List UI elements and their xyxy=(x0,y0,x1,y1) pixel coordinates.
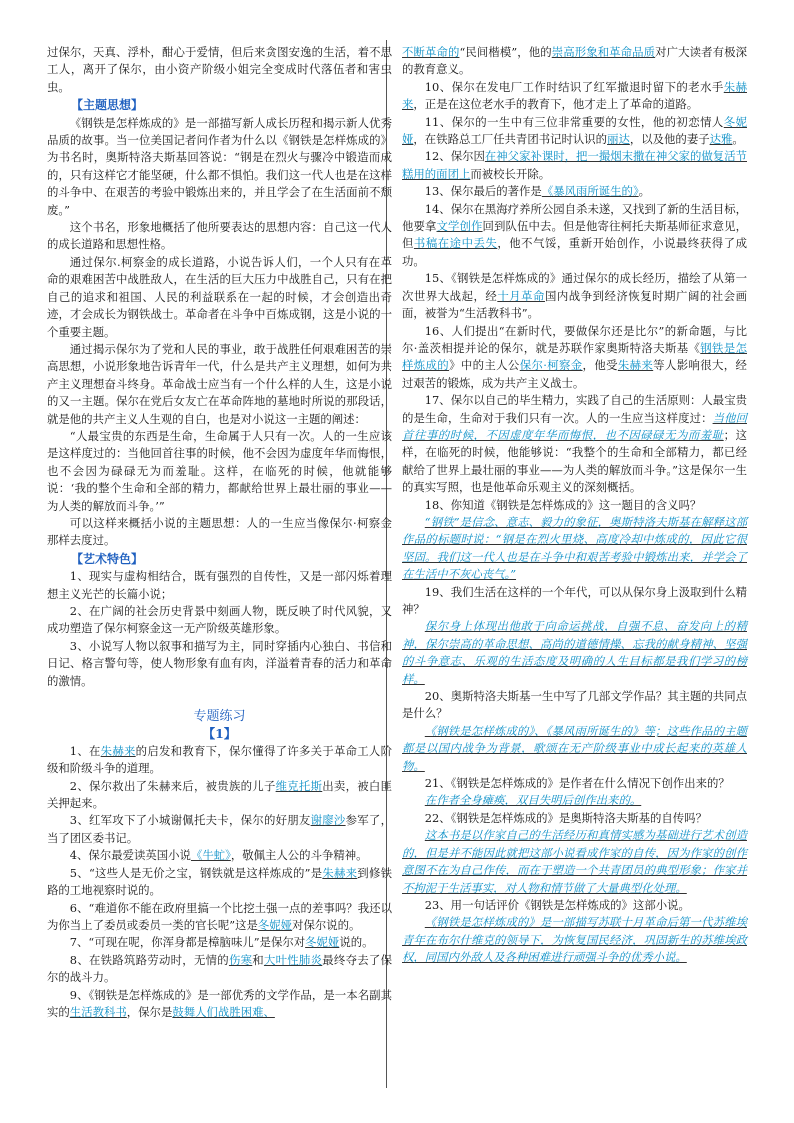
answer-2: 维克托斯 xyxy=(275,778,323,793)
answer-14a: 文学创作 xyxy=(436,219,483,234)
practice-title: 专题练习 xyxy=(193,709,246,725)
question-9-continued: 不断革命的“民间楷模”，他的崇高形象和革命品质对广大读者有极深的教育意义。 xyxy=(402,45,747,77)
question-16: 16、人们提出“在新时代，要做保尔还是比尔”的新命题，与比尔·盖茨相提并论的保尔，就是苏联作家奥斯特洛夫斯基《钢铁是怎样炼成的》中的主人公保尔·柯察金，他受朱赫来等人影响很大，经过艰苦的锻炼，成为共产主义战士。 xyxy=(402,323,747,390)
answer-6: 冬妮娅 xyxy=(257,917,293,932)
question-11: 11、保尔的一生中有三位非常重要的女性，他的初恋情人冬妮娅，在铁路总工厂任共青团书记时认识的丽达，以及他的妻子达雅。 xyxy=(402,114,747,147)
question-20: 20、奥斯特洛夫斯基一生中写了几部文学作品？其主题的共同点是什么？ xyxy=(402,689,747,721)
practice-number: 【1】 xyxy=(202,726,237,742)
question-18: 18、你知道《钢铁是怎样炼成的》这一题目的含义吗？ xyxy=(424,497,702,512)
question-3: 3、红军攻下了小城谢佩托夫卡，保尔的好朋友谢廖沙参军了，当了团区委书记。 xyxy=(47,813,392,845)
answer-10: 朱赫来 xyxy=(402,79,747,112)
question-17: 17、保尔以自己的毕生精力，实践了自己的生活原则：人最宝贵的是生命，生命对于我们只有一次。人的一生应当这样度过：当他回首往事的时候，不因虚度年华而悔恨，也不因碌碌无为而羞耻；这样，在临死的时候，他能够说：“我整个的生命和全部精力，都已经献给了世界上最壮丽的事业——为人类的解放而斗争。”这是保尔一生的真实写照，也是他革命乐观主义的深刻概括。 xyxy=(402,393,747,495)
answer-21: 在作者全身瘫痪，双目失明后创作出来的。 xyxy=(424,793,642,808)
art-heading: 【艺术特色】 xyxy=(71,551,144,566)
answer-16b: 保尔·柯察金 xyxy=(519,358,583,373)
answer-23: 《钢铁是怎样炼成的》是一部描写苏联十月革命后第一代苏维埃青年在布尔什维克的领导下，为恢复国民经济，巩固新生的苏维埃政权，同国内外敌人及各种困难进行顽强斗争的优秀小说。 xyxy=(402,915,747,965)
question-19: 19、我们生活在这样的一个年代，可以从保尔身上汲取到什么精神？ xyxy=(402,584,747,616)
answer-17: 当他回首往事的时候，不因虚度年华而悔恨，也不因碌碌无为而羞耻 xyxy=(402,410,747,442)
answer-11c: 达雅 xyxy=(709,132,733,147)
question-15: 15、《钢铁是怎样炼成的》通过保尔的成长经历，描绘了从第一次世界大战起，经十月革命国内战争到经济恢复时期广阔的社会画面，被誉为“生活教科书”。 xyxy=(402,271,747,321)
answer-9b: 鼓舞人们战胜困难、 xyxy=(172,1004,275,1019)
question-13: 13、保尔最后的著作是《暴风雨所诞生的》。 xyxy=(424,184,651,199)
answer-13: 《暴风雨所诞生的》 xyxy=(541,184,639,199)
answer-8a: 伤寒 xyxy=(228,952,253,967)
question-21: 21、《钢铁是怎样炼成的》是作者在什么情况下创作出来的？ xyxy=(424,776,730,791)
intro-paragraph: 过保尔，天真、浮朴，酣心于爱情，但后来贪图安逸的生活，着不思工人，离开了保尔，由小资产阶级小姐完全变成时代落伍者和害虫虫。 xyxy=(47,45,392,94)
theme-paragraph-4: 通过揭示保尔为了党和人民的事业，敢于战胜任何艰难困苦的崇高思想，小说形象地告诉青年一代，什么是共产主义理想，如何为共产主义理想奋斗终身。革命战士应当有一个什么样的人生，这是小说的又一主题。保尔在党后女友亡在革命阵地的墓地时所说的那段话，就是他的共产主义人生观的自白，也是对小说这一主题的阐述： xyxy=(47,341,392,426)
question-1: 1、在朱赫来的启发和教育下，保尔懂得了许多关于革命工人阶级和阶级斗争的道理。 xyxy=(47,743,392,776)
answer-9a: 生活教科书 xyxy=(69,1004,127,1019)
answer-11b: 丽达 xyxy=(607,132,630,147)
answer-19: 保尔身上体现出他敢于向命运挑战，自强不息、奋发向上的精神，保尔崇高的革命思想、高尚的道德情操、忘我的献身精神、坚强的斗争意志、乐观的生活态度及明确的人生目标都是我们学习的榜样。 xyxy=(402,619,747,686)
answer-22: 这本书是以作家自己的生活经历和真情实感为基础进行艺术创造的，但是并不能因此就把这部小说看成作家的自传，因为作家的创作意图不在为自己作传，而在于塑造一个共青团员的典型形象；作家并不拘泥于生活事实，对人物和情节做了大量典型化处理。 xyxy=(402,828,747,895)
theme-paragraph-2: 这个书名，形象地概括了他所要表达的思想内容：自己这一代人的成长道路和思想性格。 xyxy=(47,220,392,252)
answer-11a: 冬妮娅 xyxy=(402,114,747,147)
question-5: 5、“这些人是无价之宝，钢铁就是这样炼成的”是朱赫来到修铁路的工地视察时说的。 xyxy=(47,865,392,898)
question-2: 2、保尔救出了朱赫来后，被贵族的儿子维克托斯出卖，被白匪关押起来。 xyxy=(47,778,392,811)
answer-5: 朱赫来 xyxy=(322,865,358,880)
answer-15: 十月革命 xyxy=(497,288,545,303)
answer-14b: 书稿在途中丢失 xyxy=(413,236,498,251)
answer-16a: 钢铁是怎样炼成的 xyxy=(402,340,747,373)
question-10: 10、保尔在发电厂工作时结识了红军撤退时留下的老水手朱赫来，正是在这位老水手的教育下，他才走上了革命的道路。 xyxy=(402,79,747,112)
answer-9c: 不断革命的 xyxy=(402,45,460,59)
question-4: 4、保尔最爱读英国小说《牛虻》，敬佩主人公的斗争精神。 xyxy=(69,848,368,863)
question-6: 6、“难道你不能在政府里搞一个比挖土强一点的差事吗？我还以为你当上了委员或委员一类的官长呢”这是冬妮娅对保尔说的。 xyxy=(47,900,392,932)
theme-paragraph-3: 通过保尔.柯察金的成长道路，小说告诉人们，一个人只有在革命的艰难困苦中战胜敌人，在生活的巨大压力中战胜自己，只有在把自己的追求和祖国、人民的利益联系在一起的时候，才会创造出奇迹，才会成长为钢铁战士。革命者在斗争中百炼成钢，这是小说的一个重要主题。 xyxy=(47,254,392,339)
answer-7: 冬妮娅 xyxy=(305,935,340,950)
question-12: 12、保尔因在神父家补课时，把一撮烟末撒在神父家的做复活节糕用的面团上而被校长开除。 xyxy=(402,149,747,181)
answer-1: 朱赫来 xyxy=(100,743,136,758)
question-22: 22、《钢铁是怎样炼成的》是奥斯特洛夫斯基的自传吗？ xyxy=(424,810,707,825)
question-23: 23、用一句话评价《钢铁是怎样炼成的》这部小说。 xyxy=(424,897,690,912)
right-column xyxy=(402,44,747,967)
theme-paragraph-5: 可以这样来概括小说的主题思想：人的一生应当像保尔·柯察金那样去度过。 xyxy=(47,515,392,548)
answer-3: 谢廖沙 xyxy=(310,813,346,828)
question-14: 14、保尔在黑海疗养所公园自杀未遂，又找到了新的生活目标，他要拿文学创作回到队伍中去。但是他寄往柯托夫斯基师征求意见，但书稿在途中丢失，他不气馁，重新开始创作，小说最终获得了成功。 xyxy=(402,201,747,268)
question-7: 7、“可现在呢，你浑身都是樟脑味儿”是保尔对冬妮娅说的。 xyxy=(69,935,374,950)
answer-8b: 大叶性肺炎 xyxy=(263,952,323,967)
answer-16c: 朱赫来 xyxy=(617,358,654,373)
answer-9d: 崇高形象和革命品质 xyxy=(551,45,656,59)
question-8: 8、在铁路筑路劳动时，无情的伤寒和大叶性肺炎最终夺去了保尔的战斗力。 xyxy=(47,952,392,985)
left-column xyxy=(47,44,392,1021)
art-item-3: 3、小说写人物以叙事和描写为主，同时穿插内心独白、书信和日记、格言警句等，使人物形象有血有肉，洋溢着青春的活力和革命的激情。 xyxy=(47,638,392,688)
theme-heading: 【主题思想】 xyxy=(71,98,144,113)
answer-20: 《钢铁是怎样炼成的》、《暴风雨所诞生的》等；这些作品的主题都是以国内战争为背景，歌颂在无产阶级事业中成长起来的英雄人物。 xyxy=(402,723,747,773)
theme-quote: “人最宝贵的东西是生命，生命属于人只有一次。人的一生应该是这样度过的：当他回首往事的时候，他不会因为虚度年华而悔恨，也不会因为碌碌无为而羞耻。这样，在临死的时候，他就能够说：‘我的整个生命和全部的精力，都献给世界上最壮丽的事业——为人类的解放而斗争。’” xyxy=(47,428,392,513)
answer-4: 《牛虻》 xyxy=(190,848,231,863)
art-item-2: 2、在广阔的社会历史背景中刻画人物，既反映了时代风貌，又成功塑造了保尔柯察金这一无产阶级英雄形象。 xyxy=(47,604,392,636)
answer-18: “钢铁”是信念、意志、毅力的象征，奥斯特洛夫斯基在解释这部作品的标题时说：“钢是在烈火里烧、高度冷却中炼成的，因此它很坚固。我们这一代人也是在斗争中和艰苦考验中锻炼出来，并学会了在生活中不灰心丧气。” xyxy=(402,514,747,582)
theme-paragraph-1: 《钢铁是怎样炼成的》是一部描写新人成长历程和揭示新人优秀品质的故事。当一位美国记者问作者为什么以《钢铁是怎样炼成的》为书名时，奥斯特洛夫斯基回答说：“钢是在烈火与骤冷中锻造而成的，只有这样它才能坚硬，什么都不惧怕。我们这一代人也是在这样的斗争中、在艰苦的考验中锻炼出来的，并且学会了在生活面前不颓废。” xyxy=(47,115,392,217)
question-9: 9、《钢铁是怎样炼成的》是一部优秀的文学作品，是一本名副其实的生活教科书，保尔是鼓舞人们战胜困难、 xyxy=(47,987,392,1019)
answer-12: 在神父家补课时，把一撮烟末撒在神父家的做复活节糕用的面团上 xyxy=(402,149,747,181)
art-item-1: 1、现实与虚构相结合，既有强烈的自传性，又是一部闪烁着理想主义光芒的长篇小说； xyxy=(47,569,392,601)
